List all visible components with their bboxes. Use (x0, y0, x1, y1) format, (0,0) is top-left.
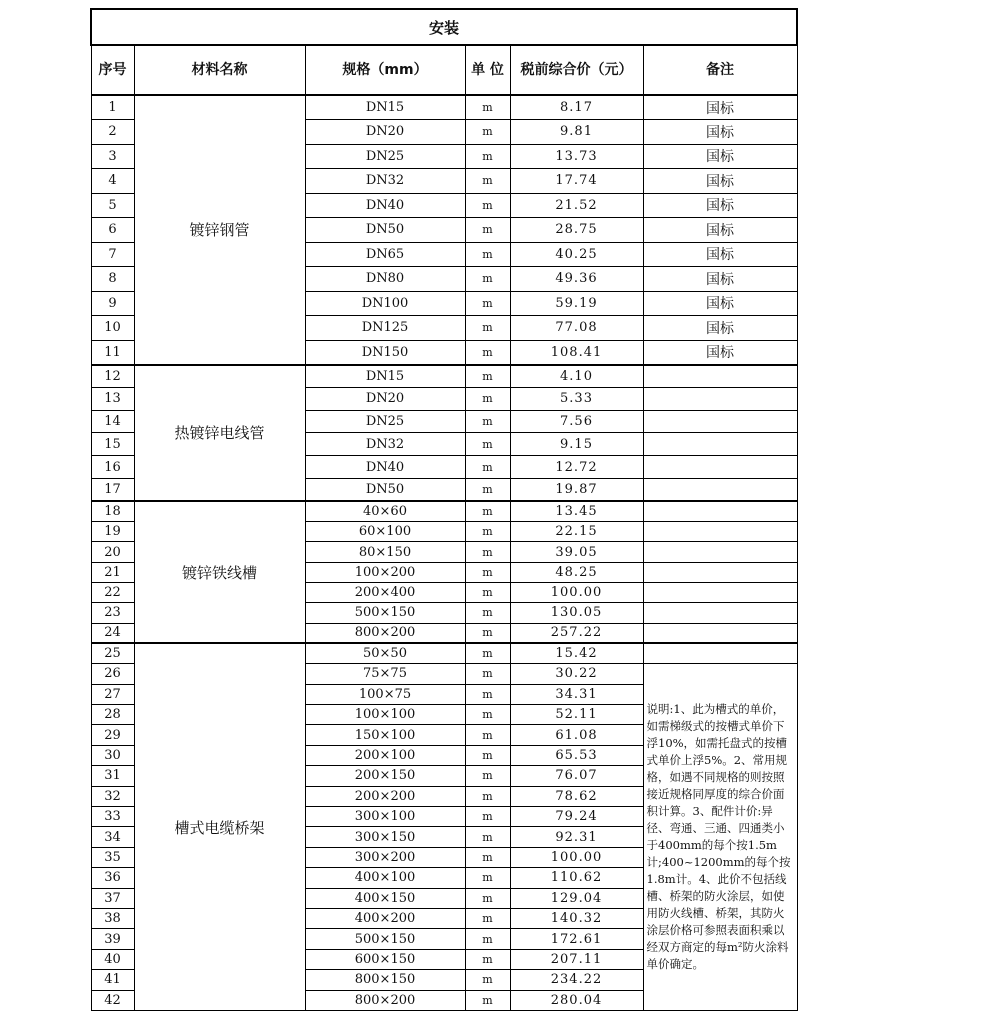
row-number: 12 (91, 365, 134, 388)
spec-cell: DN65 (305, 242, 465, 267)
table-row (91, 643, 797, 663)
row-number: 29 (91, 725, 134, 745)
unit-cell: m (465, 387, 510, 410)
price-cell: 19.87 (510, 478, 643, 501)
unit-cell: m (465, 908, 510, 928)
note-cell (643, 410, 797, 433)
spec-cell: 200×400 (305, 582, 465, 602)
price-cell: 108.41 (510, 340, 643, 365)
note-cell (643, 501, 797, 521)
row-number: 37 (91, 888, 134, 908)
unit-cell: m (465, 340, 510, 365)
unit-cell: m (465, 365, 510, 388)
spec-cell: DN32 (305, 169, 465, 194)
unit-cell: m (465, 478, 510, 501)
row-number: 16 (91, 456, 134, 479)
note-cell: 国标 (643, 291, 797, 316)
unit-cell: m (465, 582, 510, 602)
price-cell: 12.72 (510, 456, 643, 479)
unit-cell: m (465, 705, 510, 725)
row-number: 20 (91, 542, 134, 562)
row-number: 6 (91, 218, 134, 243)
note-cell (643, 542, 797, 562)
price-table (90, 8, 798, 1011)
price-cell: 8.17 (510, 95, 643, 120)
spec-cell: DN32 (305, 433, 465, 456)
row-number: 26 (91, 664, 134, 684)
unit-cell: m (465, 990, 510, 1010)
spec-cell: 50×50 (305, 643, 465, 663)
price-cell: 34.31 (510, 684, 643, 704)
price-cell: 59.19 (510, 291, 643, 316)
price-cell: 22.15 (510, 522, 643, 542)
material-name: 槽式电缆桥架 (134, 643, 305, 1010)
note-cell (643, 387, 797, 410)
row-number: 32 (91, 786, 134, 806)
spec-cell: 500×150 (305, 929, 465, 949)
spec-cell: DN25 (305, 144, 465, 169)
price-cell: 110.62 (510, 868, 643, 888)
table-row (91, 501, 797, 521)
spec-cell: 150×100 (305, 725, 465, 745)
row-number: 8 (91, 267, 134, 292)
note-cell: 国标 (643, 316, 797, 341)
unit-cell: m (465, 144, 510, 169)
spec-cell: 500×150 (305, 603, 465, 623)
price-cell: 5.33 (510, 387, 643, 410)
row-number: 35 (91, 847, 134, 867)
material-name: 镀锌钢管 (134, 95, 305, 365)
price-cell: 4.10 (510, 365, 643, 388)
note-cell (643, 456, 797, 479)
row-number: 27 (91, 684, 134, 704)
price-cell: 257.22 (510, 623, 643, 643)
price-cell: 52.11 (510, 705, 643, 725)
spec-cell: DN40 (305, 193, 465, 218)
price-cell: 48.25 (510, 562, 643, 582)
spec-cell: DN125 (305, 316, 465, 341)
unit-cell: m (465, 888, 510, 908)
row-number: 30 (91, 745, 134, 765)
row-number: 22 (91, 582, 134, 602)
unit-cell: m (465, 456, 510, 479)
unit-cell: m (465, 267, 510, 292)
note-cell: 国标 (643, 267, 797, 292)
row-number: 7 (91, 242, 134, 267)
unit-cell: m (465, 786, 510, 806)
price-cell: 65.53 (510, 745, 643, 765)
spec-cell: 300×200 (305, 847, 465, 867)
unit-cell: m (465, 664, 510, 684)
row-number: 9 (91, 291, 134, 316)
row-number: 31 (91, 766, 134, 786)
price-cell: 280.04 (510, 990, 643, 1010)
unit-cell: m (465, 169, 510, 194)
spec-cell: DN20 (305, 120, 465, 145)
header-note: 备注 (643, 45, 797, 95)
price-cell: 7.56 (510, 410, 643, 433)
spec-cell: 300×150 (305, 827, 465, 847)
spec-cell: 400×150 (305, 888, 465, 908)
price-cell: 39.05 (510, 542, 643, 562)
row-number: 19 (91, 522, 134, 542)
spec-cell: DN15 (305, 365, 465, 388)
note-cell (643, 433, 797, 456)
header-price: 税前综合价（元） (510, 45, 643, 95)
price-cell: 140.32 (510, 908, 643, 928)
spec-cell: 100×200 (305, 562, 465, 582)
remark-text: 说明:1、此为槽式的单价，如需梯级式的按槽式单价下浮10%，如需托盘式的按槽式单价上浮5%。2、常用规格，如遇不同规格的则按照接近规格同厚度的综合价面积计算。3、配件计价:异径、弯通、三通、四通类小于400mm的每个按1.5m计;400~1200mm的每个按1.8m计。4、此价不包括线槽、桥架的防火涂层，如使用防火线槽、桥架，其防火涂层价格可参照表面积乘以经双方商定的每m²防火涂料单价确定。 (643, 664, 797, 1011)
row-number: 17 (91, 478, 134, 501)
spec-cell: 200×100 (305, 745, 465, 765)
row-number: 41 (91, 970, 134, 990)
header-spec: 规格（mm） (305, 45, 465, 95)
price-cell: 78.62 (510, 786, 643, 806)
note-cell (643, 623, 797, 643)
unit-cell: m (465, 949, 510, 969)
unit-cell: m (465, 433, 510, 456)
spec-cell: 40×60 (305, 501, 465, 521)
unit-cell: m (465, 120, 510, 145)
unit-cell: m (465, 95, 510, 120)
row-number: 39 (91, 929, 134, 949)
row-number: 3 (91, 144, 134, 169)
row-number: 33 (91, 806, 134, 826)
note-cell: 国标 (643, 95, 797, 120)
row-number: 1 (91, 95, 134, 120)
note-cell: 国标 (643, 340, 797, 365)
price-cell: 172.61 (510, 929, 643, 949)
unit-cell: m (465, 542, 510, 562)
price-cell: 9.15 (510, 433, 643, 456)
table-row (91, 95, 797, 120)
unit-cell: m (465, 193, 510, 218)
spec-cell: 600×150 (305, 949, 465, 969)
row-number: 18 (91, 501, 134, 521)
note-cell (643, 643, 797, 663)
price-cell: 77.08 (510, 316, 643, 341)
unit-cell: m (465, 522, 510, 542)
spec-cell: 80×150 (305, 542, 465, 562)
row-number: 36 (91, 868, 134, 888)
header-material: 材料名称 (134, 45, 305, 95)
price-cell: 49.36 (510, 267, 643, 292)
spec-cell: DN50 (305, 218, 465, 243)
price-cell: 79.24 (510, 806, 643, 826)
row-number: 13 (91, 387, 134, 410)
unit-cell: m (465, 684, 510, 704)
spec-cell: DN15 (305, 95, 465, 120)
price-cell: 13.73 (510, 144, 643, 169)
price-cell: 61.08 (510, 725, 643, 745)
spec-cell: DN100 (305, 291, 465, 316)
note-cell (643, 562, 797, 582)
unit-cell: m (465, 603, 510, 623)
note-cell (643, 603, 797, 623)
spec-cell: 200×200 (305, 786, 465, 806)
table-row (91, 365, 797, 388)
header-unit: 单 位 (465, 45, 510, 95)
unit-cell: m (465, 827, 510, 847)
price-cell: 17.74 (510, 169, 643, 194)
spec-cell: DN25 (305, 410, 465, 433)
price-cell: 100.00 (510, 847, 643, 867)
unit-cell: m (465, 316, 510, 341)
unit-cell: m (465, 745, 510, 765)
note-cell: 国标 (643, 242, 797, 267)
spec-cell: 100×75 (305, 684, 465, 704)
header-seq: 序号 (91, 45, 134, 95)
row-number: 25 (91, 643, 134, 663)
spec-cell: 100×100 (305, 705, 465, 725)
unit-cell: m (465, 725, 510, 745)
unit-cell: m (465, 868, 510, 888)
row-number: 21 (91, 562, 134, 582)
spec-cell: DN150 (305, 340, 465, 365)
note-cell: 国标 (643, 120, 797, 145)
price-cell: 21.52 (510, 193, 643, 218)
unit-cell: m (465, 410, 510, 433)
row-number: 15 (91, 433, 134, 456)
spec-cell: 400×200 (305, 908, 465, 928)
price-cell: 30.22 (510, 664, 643, 684)
spec-cell: 800×200 (305, 623, 465, 643)
price-cell: 129.04 (510, 888, 643, 908)
row-number: 23 (91, 603, 134, 623)
note-cell: 国标 (643, 218, 797, 243)
price-cell: 100.00 (510, 582, 643, 602)
unit-cell: m (465, 501, 510, 521)
row-number: 34 (91, 827, 134, 847)
spec-cell: 300×100 (305, 806, 465, 826)
row-number: 2 (91, 120, 134, 145)
material-name: 热镀锌电线管 (134, 365, 305, 502)
unit-cell: m (465, 291, 510, 316)
price-cell: 9.81 (510, 120, 643, 145)
price-cell: 76.07 (510, 766, 643, 786)
row-number: 14 (91, 410, 134, 433)
header-row (91, 45, 797, 95)
note-cell: 国标 (643, 144, 797, 169)
spec-cell: DN80 (305, 267, 465, 292)
unit-cell: m (465, 242, 510, 267)
note-cell: 国标 (643, 169, 797, 194)
note-cell: 国标 (643, 193, 797, 218)
row-number: 11 (91, 340, 134, 365)
row-number: 10 (91, 316, 134, 341)
price-cell: 15.42 (510, 643, 643, 663)
note-cell (643, 582, 797, 602)
row-number: 40 (91, 949, 134, 969)
unit-cell: m (465, 766, 510, 786)
unit-cell: m (465, 929, 510, 949)
spec-cell: 60×100 (305, 522, 465, 542)
price-cell: 28.75 (510, 218, 643, 243)
price-cell: 40.25 (510, 242, 643, 267)
material-name: 镀锌铁线槽 (134, 501, 305, 643)
spec-cell: DN40 (305, 456, 465, 479)
note-cell (643, 365, 797, 388)
price-cell: 13.45 (510, 501, 643, 521)
spec-cell: 75×75 (305, 664, 465, 684)
price-cell: 92.31 (510, 827, 643, 847)
row-number: 28 (91, 705, 134, 725)
table-title: 安装 (91, 9, 797, 45)
spec-cell: 800×200 (305, 990, 465, 1010)
row-number: 24 (91, 623, 134, 643)
unit-cell: m (465, 847, 510, 867)
row-number: 4 (91, 169, 134, 194)
row-number: 5 (91, 193, 134, 218)
price-cell: 234.22 (510, 970, 643, 990)
spec-cell: 800×150 (305, 970, 465, 990)
unit-cell: m (465, 970, 510, 990)
note-cell (643, 478, 797, 501)
unit-cell: m (465, 643, 510, 663)
price-cell: 130.05 (510, 603, 643, 623)
unit-cell: m (465, 623, 510, 643)
spec-cell: DN20 (305, 387, 465, 410)
row-number: 38 (91, 908, 134, 928)
spec-cell: 400×100 (305, 868, 465, 888)
unit-cell: m (465, 562, 510, 582)
row-number: 42 (91, 990, 134, 1010)
unit-cell: m (465, 806, 510, 826)
spec-cell: 200×150 (305, 766, 465, 786)
unit-cell: m (465, 218, 510, 243)
price-cell: 207.11 (510, 949, 643, 969)
note-cell (643, 522, 797, 542)
spec-cell: DN50 (305, 478, 465, 501)
